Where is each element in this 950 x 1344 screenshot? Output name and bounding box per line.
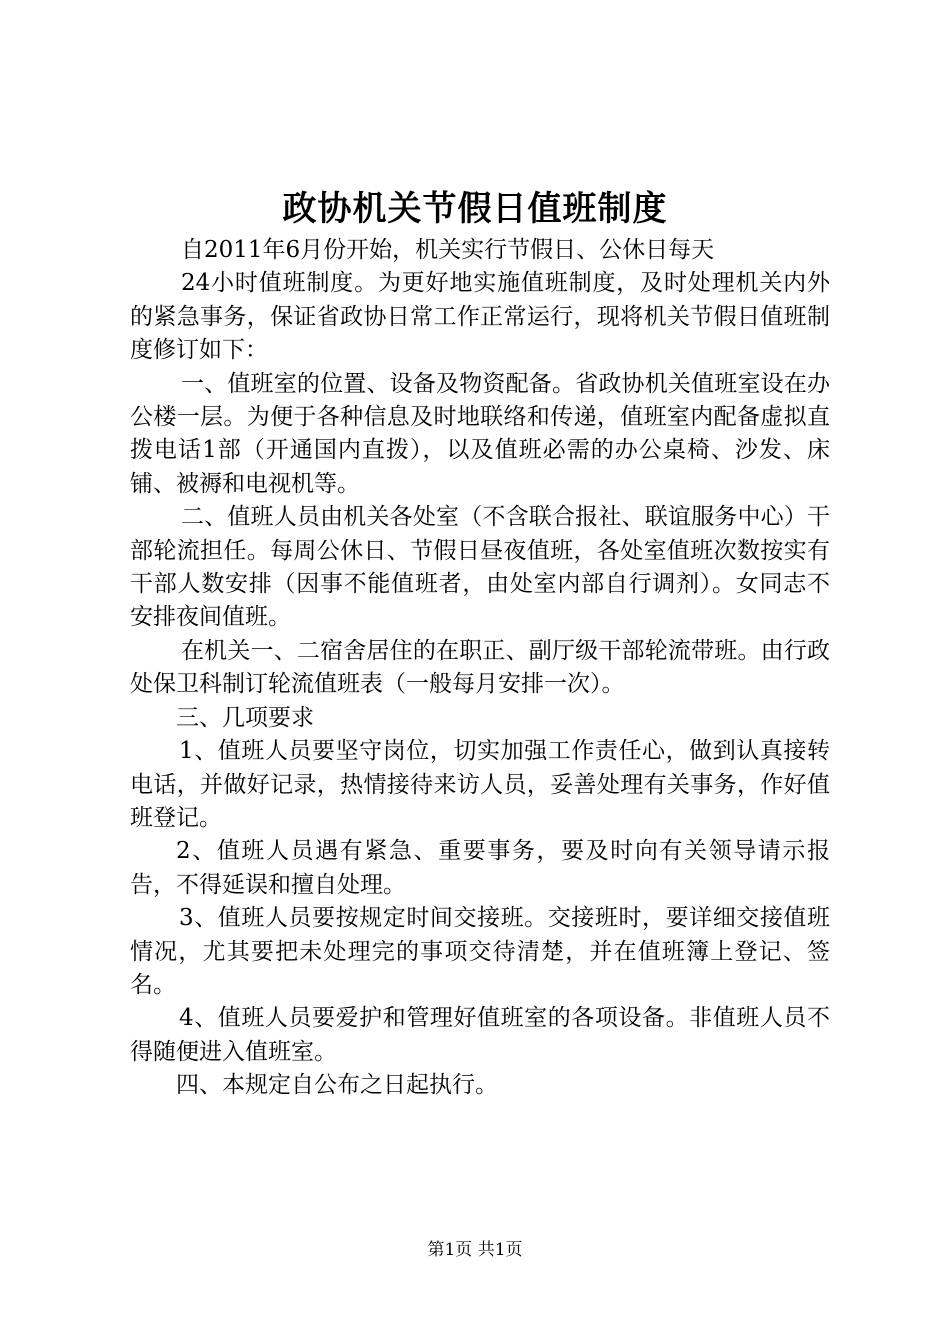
document-title: 政协机关节假日值班制度 bbox=[282, 189, 668, 229]
paragraph-intro: 自2011年6月份开始，机关实行节假日、公休日每天 bbox=[181, 237, 715, 263]
paragraph-requirement-2: 2、值班人员遇有紧急、重要事务，要及时向有关领导请示报告，不得延误和擅自处理。 bbox=[130, 838, 830, 898]
paragraph-intro-continued: 24小时值班制度。为更好地实施值班制度，及时处理机关内外的紧急事务，保证省政协日常工作正常运行，现将机关节假日值班制度修订如下： bbox=[130, 270, 830, 364]
paragraph-requirement-4: 4、值班人员要爱护和管理好值班室的各项设备。非值班人员不得随便进入值班室。 bbox=[130, 1005, 830, 1065]
paragraph-requirement-3: 3、值班人员要按规定时间交接班。交接班时，要详细交接值班情况，尤其要把未处理完的事项交待清楚，并在值班簿上登记、签名。 bbox=[130, 905, 830, 998]
paragraph-requirement-1: 1、值班人员要坚守岗位，切实加强工作责任心，做到认真接转电话，并做好记录，热情接待来访人员，妥善处理有关事务，作好值班登记。 bbox=[130, 738, 830, 831]
paragraph-section-4: 四、本规定自公布之日起执行。 bbox=[176, 1072, 498, 1099]
paragraph-section-2: 二、值班人员由机关各处室（不含联合报社、联谊服务中心）干部轮流担任。每周公休日、节假日昼夜值班，各处室值班次数按实有干部人数安排（因事不能值班者，由处室内部自行调剂）。女同志不安排夜间值班。 bbox=[130, 504, 830, 631]
paragraph-section-1: 一、值班室的位置、设备及物资配备。省政协机关值班室设在办公楼一层。为便于各种信息及时地联络和传递，值班室内配备虚拟直拨电话1部（开通国内直拨），以及值班必需的办公桌椅、沙发、床铺、被褥和电视机等。 bbox=[130, 370, 830, 497]
page-number-footer: 第1页 共1页 bbox=[427, 1240, 523, 1260]
paragraph-section-3-heading: 三、几项要求 bbox=[176, 704, 314, 731]
paragraph-duty-leaders: 在机关一、二宿舍居住的在职正、副厅级干部轮流带班。由行政处保卫科制订轮流值班表（一般每月安排一次）。 bbox=[130, 637, 830, 698]
document-body bbox=[130, 234, 830, 1103]
